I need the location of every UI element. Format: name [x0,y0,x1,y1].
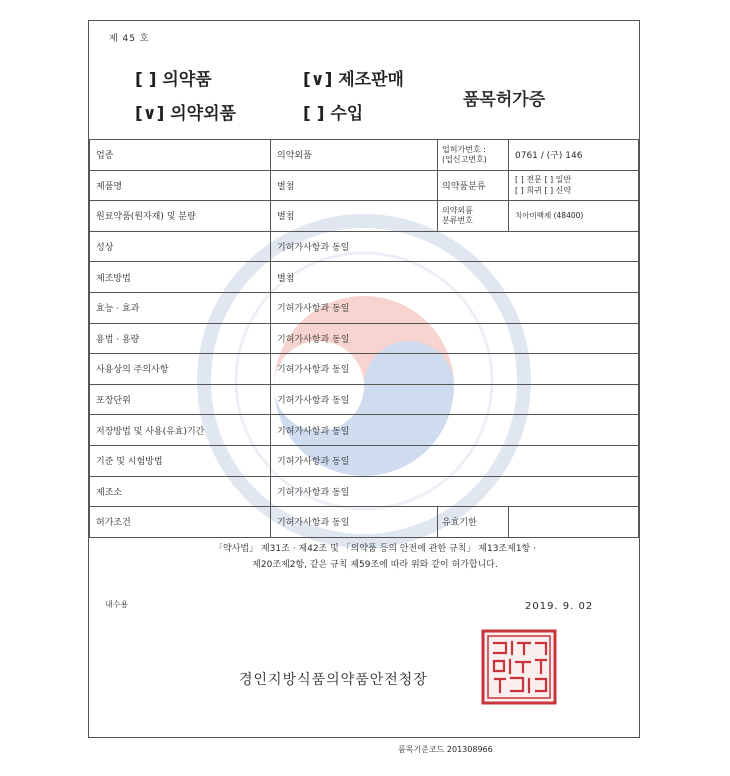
pharma-class-line2: [ ] 희귀 [ ] 신약 [515,186,572,196]
packaging-value: 기허가사항과 동일 [271,384,639,415]
usage-value: 기허가사항과 동일 [271,323,639,354]
option-manufacture-sale: [∨] 제조판매 [303,70,404,90]
storage-label: 저장방법 및 사용(유효)기간 [90,415,271,446]
official-seal [481,629,557,705]
precautions-label: 사용상의 주의사항 [90,354,271,385]
product-standard-code: 품목기준코드 201308966 [398,745,493,754]
permit-certificate [88,20,640,738]
expiry-value [509,507,639,538]
issue-date: 2019. 9. 02 [525,601,594,612]
permit-table [89,139,639,538]
document-number: 제 45 호 [109,34,150,44]
domestic-use-label: 내수용 [105,600,129,609]
product-name-value: 별첨 [271,170,438,201]
statement-line1: 「약사법」 제31조 · 제42조 및 「의약품 등의 안전에 관한 규칙」 제13조제1항 · [214,544,536,554]
properties-label: 성상 [90,231,271,262]
option-quasi-drug: [∨] 의약외품 [135,104,236,124]
permit-no-label: 업허가번호 : (업신고번호) [438,140,509,171]
efficacy-value: 기허가사항과 동일 [271,292,639,323]
permit-statement [145,541,605,573]
ingredients-label: 원료약품(원자재) 및 분량 [90,201,271,232]
page-title: 품목허가증 [463,90,546,110]
quasi-class-value: 치아미백제 (48400) [509,201,639,232]
packaging-label: 포장단위 [90,384,271,415]
permit-no-value: 0761 / (구) 146 [509,140,639,171]
pharma-class-label: 의약품분류 [438,170,509,201]
efficacy-label: 효능 · 효과 [90,292,271,323]
conditions-label: 허가조건 [90,507,271,538]
option-pharma: [ ] 의약품 [135,70,212,90]
quasi-class-label: 의약외품 분류번호 [438,201,509,232]
issuer-name: 경인지방식품의약품안전청장 [239,672,428,688]
pharma-class-value [509,170,639,201]
standards-label: 기준 및 시험방법 [90,445,271,476]
usage-label: 용법 · 용량 [90,323,271,354]
storage-value: 기허가사항과 동일 [271,415,639,446]
manufacturer-label: 제조소 [90,476,271,507]
industry-label: 업종 [90,140,271,171]
manufacturer-value: 기허가사항과 동일 [271,476,639,507]
expiry-label: 유효기한 [438,507,509,538]
product-name-label: 제품명 [90,170,271,201]
method-value: 별첨 [271,262,639,293]
standards-value: 기허가사항과 동일 [271,445,639,476]
precautions-value: 기허가사항과 동일 [271,354,639,385]
method-label: 제조방법 [90,262,271,293]
pharma-class-line1: [ ] 전문 [ ] 일반 [515,175,572,185]
ingredients-value: 별첨 [271,201,438,232]
properties-value: 기허가사항과 동일 [271,231,639,262]
conditions-value: 기허가사항과 동일 [271,507,438,538]
option-import: [ ] 수입 [303,104,364,124]
industry-value: 의약외품 [271,140,438,171]
statement-line2: 제20조제2항, 같은 규칙 제59조에 따라 위와 같이 허가합니다. [252,560,498,570]
